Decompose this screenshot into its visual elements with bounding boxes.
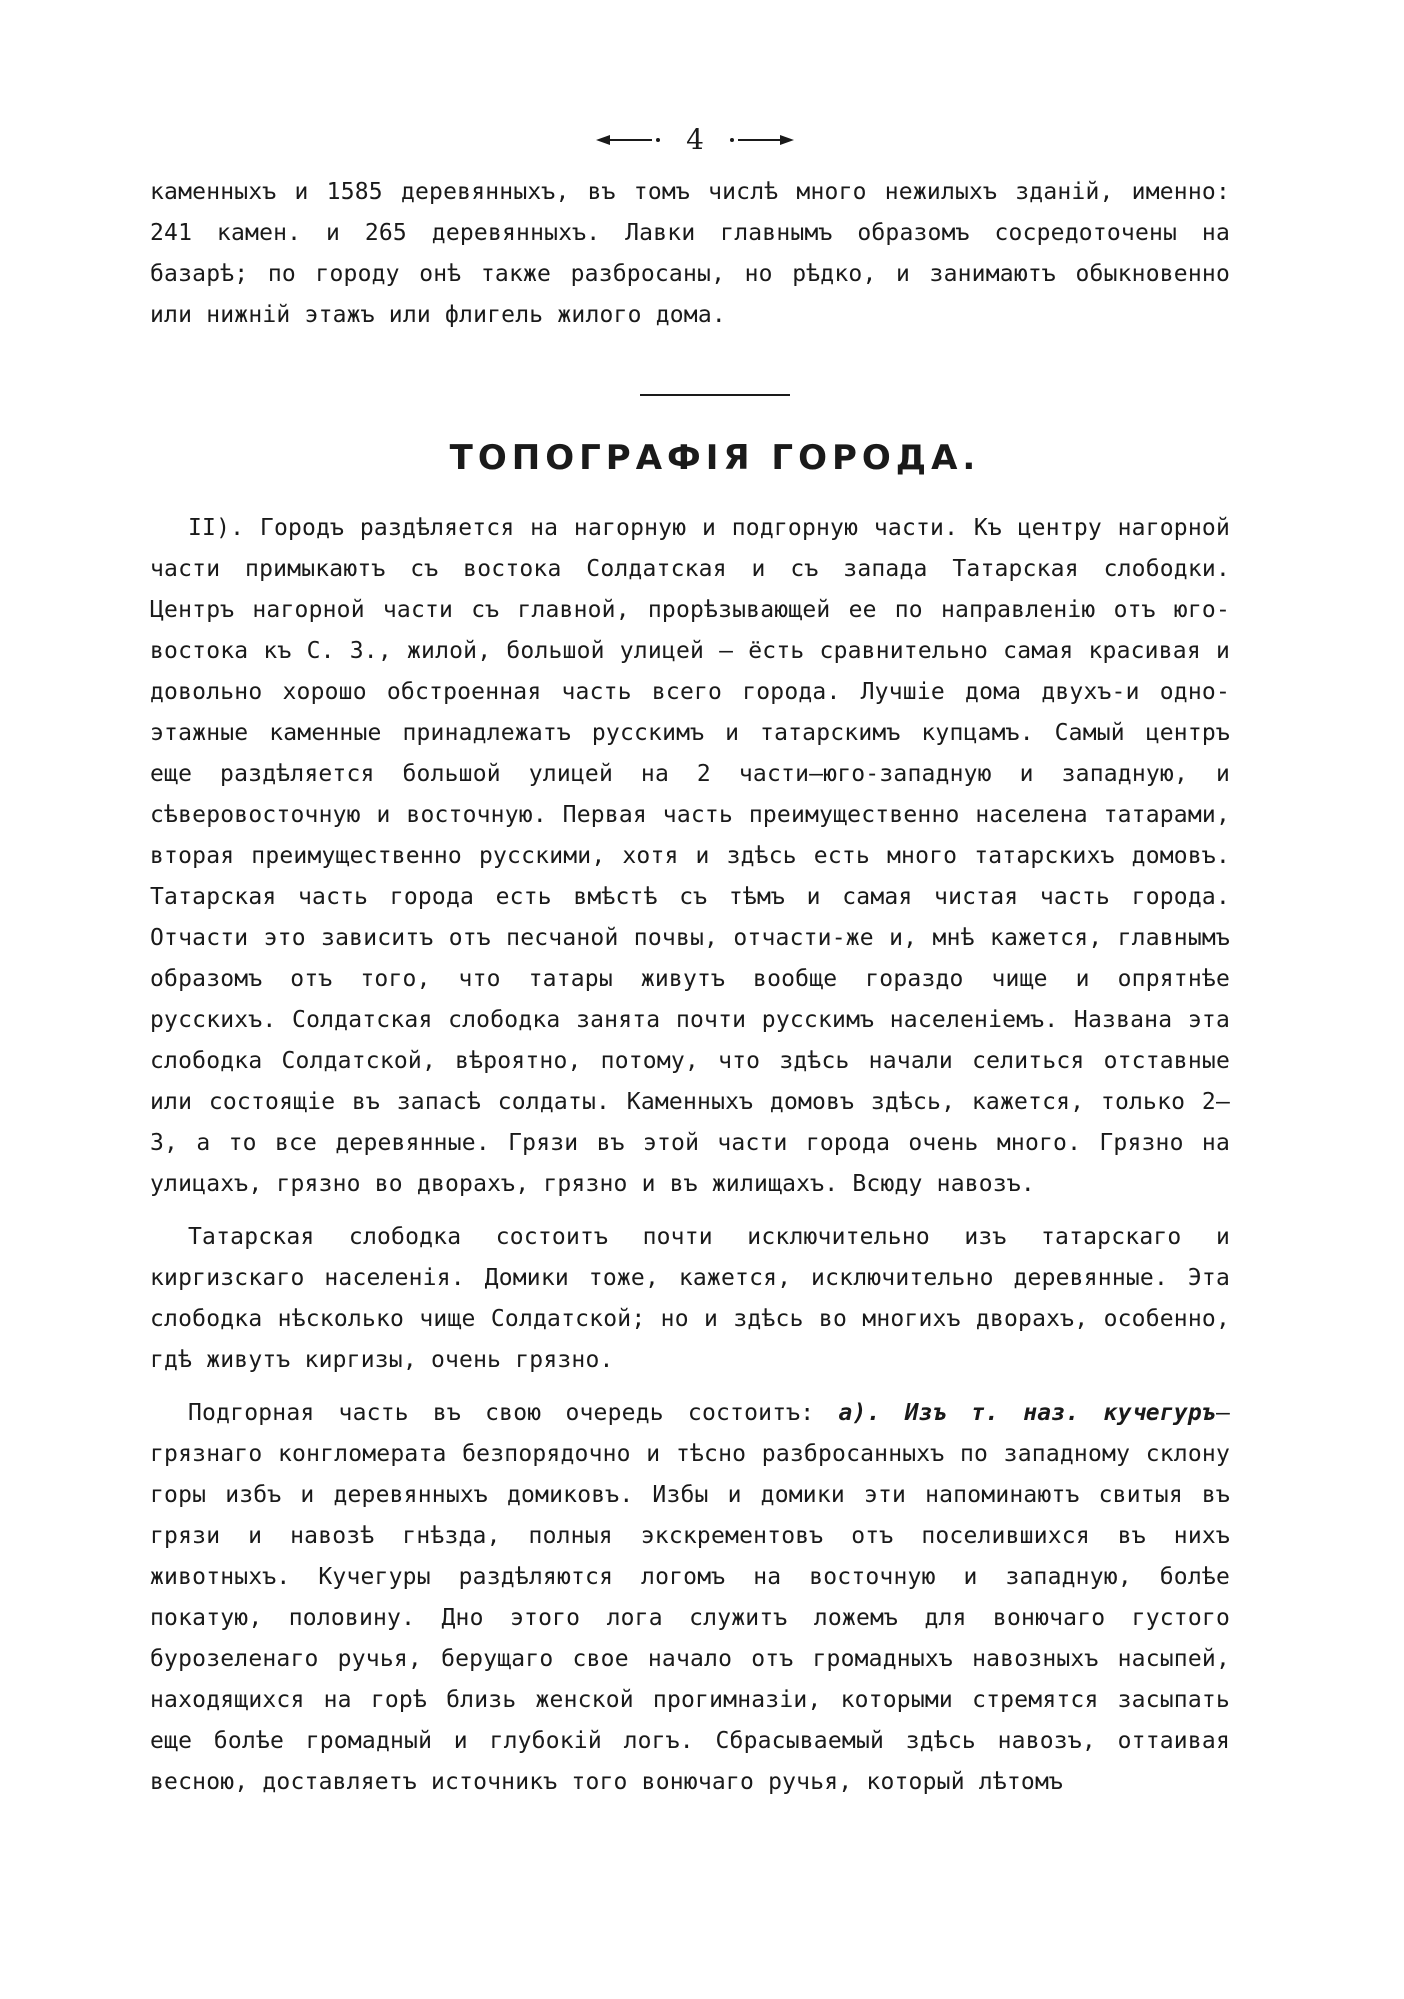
paragraph-lower-part-italic: а). Изъ т. наз. кучегуръ	[838, 1400, 1216, 1426]
right-arrow-ornament-icon	[728, 135, 794, 145]
left-arrow-ornament-icon	[596, 135, 662, 145]
section-title: ТОПОГРАФІЯ ГОРОДА.	[449, 438, 981, 478]
paragraph-lower-part-start: Подгорная часть въ свою очередь состоитъ:	[188, 1400, 839, 1426]
page-header	[160, 110, 1230, 170]
paragraph-topography: II). Городъ раздѣляется на нагорную и подгорную части. Къ центру нагорной части примыкаютъ съ востока Солдатская и съ запада Татарская слободки. Центръ нагорной части съ главной, прорѣзывающей ее по направленію отъ юго-востока къ С. З., жилой, большой улицей — ёсть сравнительно самая красивая и довольно хорошо обстроенная часть всего города. Лучшіе дома двухъ-и одно-этажные каменные принадлежатъ русскимъ и татарскимъ купцамъ. Самый центръ еще раздѣляется большой улицей на 2 части—юго-западную и западную, и сѣверовосточную и восточную. Первая часть преимущественно населена татарами, вторая преимущественно русскими, хотя и здѣсь есть много татарскихъ домовъ. Татарская часть города есть вмѣстѣ съ тѣмъ и самая чистая часть города. Отчасти это зависитъ отъ песчаной почвы, отчасти-же и, мнѣ кажется, главнымъ образомъ отъ того, что татары живутъ вообще гораздо чище и опрятнѣе русскихъ. Солдатская слободка занята почти русскимъ населеніемъ. Названа эта слободка Солдатской, вѣроятно, потому, что здѣсь начали селиться отставные или состоящіе въ запасѣ солдаты. Каменныхъ домовъ здѣсь, кажется, только 2—3, а то все деревянные. Грязи въ этой части города очень много. Грязно на улицахъ, грязно во дворахъ, грязно и въ жилищахъ. Всюду навозъ.	[150, 515, 1230, 1197]
paragraph-buildings: каменныхъ и 1585 деревянныхъ, въ томъ числѣ много нежилыхъ зданій, именно: 241 камен. и 265 деревянныхъ. Лавки главнымъ образомъ сосредоточены на базарѣ; по городу онѣ также разбросаны, но рѣдко, и занимаютъ обыкновенно или нижній этажъ или флигель жилого дома.	[150, 179, 1230, 328]
page-number: 4	[686, 123, 704, 156]
section-divider	[640, 394, 790, 396]
document-page	[150, 110, 1230, 1803]
paragraph-tatar-sloboda: Татарская слободка состоитъ почти исключительно изъ татарскаго и киргизскаго населенія. Домики тоже, кажется, исключительно деревянные. Эта слободка нѣсколько чище Солдатской; но и здѣсь во многихъ дворахъ, особенно, гдѣ живутъ киргизы, очень грязно.	[150, 1224, 1230, 1373]
paragraph-lower-part-rest: — грязнаго конгломерата безпорядочно и тѣсно разбросанныхъ по западному склону горы избъ и деревянныхъ домиковъ. Избы и домики эти напоминаютъ свитыя въ грязи и навозѣ гнѣзда, полныя экскрементовъ отъ поселившихся въ нихъ животныхъ. Кучегуры раздѣляются логомъ на восточную и западную, болѣе покатую, половину. Дно этого лога служитъ ложемъ для вонючаго густого бурозеленаго ручья, берущаго свое начало отъ громадныхъ навозныхъ насыпей, находящихся на горѣ близь женской прогимназіи, которыми стремятся засыпать еще болѣе громадный и глубокій логъ. Сбрасываемый здѣсь навозъ, оттаивая весною, доставляетъ источникъ того вонючаго ручья, который лѣтомъ	[150, 1400, 1230, 1795]
paragraph-lower-part	[150, 1393, 1230, 1803]
